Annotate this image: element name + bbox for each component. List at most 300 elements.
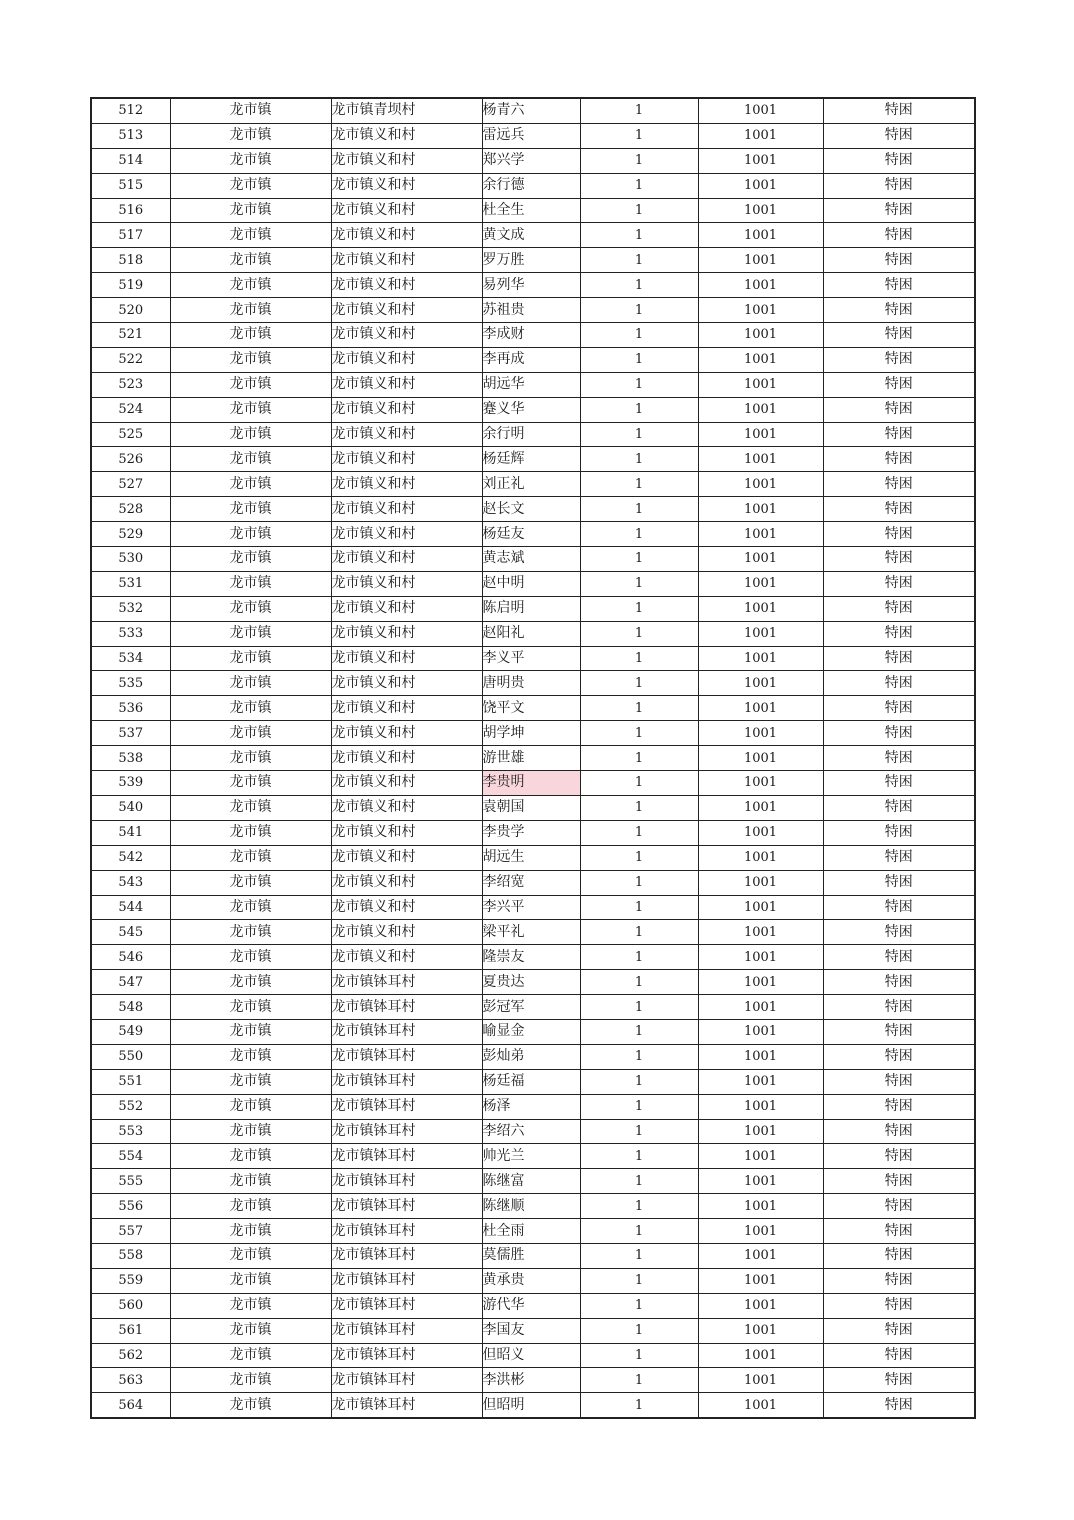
town-cell: 龙市镇 [170,845,331,870]
count-cell: 1 [580,721,698,746]
village-cell: 龙市镇钵耳村 [331,970,482,995]
village-cell: 龙市镇义和村 [331,696,482,721]
amount-cell: 1001 [698,1343,823,1368]
type-cell: 特困 [823,795,975,820]
row-number-cell: 540 [91,795,170,820]
table-row [91,596,975,621]
type-cell: 特困 [823,497,975,522]
village-cell: 龙市镇钵耳村 [331,1144,482,1169]
amount-cell: 1001 [698,148,823,173]
count-cell: 1 [580,522,698,547]
amount-cell: 1001 [698,522,823,547]
table-row [91,522,975,547]
type-cell: 特困 [823,596,975,621]
village-cell: 龙市镇义和村 [331,746,482,771]
village-cell: 龙市镇钵耳村 [331,1069,482,1094]
name-cell: 游代华 [482,1293,580,1318]
name-cell: 李国友 [482,1318,580,1343]
town-cell: 龙市镇 [170,621,331,646]
town-cell: 龙市镇 [170,1194,331,1219]
table-row [91,422,975,447]
amount-cell: 1001 [698,273,823,298]
amount-cell: 1001 [698,1119,823,1144]
village-cell: 龙市镇钵耳村 [331,1318,482,1343]
village-cell: 龙市镇义和村 [331,920,482,945]
amount-cell: 1001 [698,895,823,920]
type-cell: 特困 [823,1393,975,1418]
row-number-cell: 551 [91,1069,170,1094]
amount-cell: 1001 [698,820,823,845]
count-cell: 1 [580,497,698,522]
type-cell: 特困 [823,1119,975,1144]
village-cell: 龙市镇义和村 [331,123,482,148]
town-cell: 龙市镇 [170,198,331,223]
amount-cell: 1001 [698,845,823,870]
village-cell: 龙市镇义和村 [331,447,482,472]
amount-cell: 1001 [698,795,823,820]
village-cell: 龙市镇义和村 [331,372,482,397]
village-cell: 龙市镇义和村 [331,845,482,870]
count-cell: 1 [580,547,698,572]
type-cell: 特困 [823,746,975,771]
type-cell: 特困 [823,820,975,845]
town-cell: 龙市镇 [170,696,331,721]
name-cell: 袁朝国 [482,795,580,820]
amount-cell: 1001 [698,621,823,646]
count-cell: 1 [580,1144,698,1169]
village-cell: 龙市镇义和村 [331,173,482,198]
type-cell: 特困 [823,148,975,173]
amount-cell: 1001 [698,497,823,522]
type-cell: 特困 [823,870,975,895]
count-cell: 1 [580,746,698,771]
table-row [91,1069,975,1094]
type-cell: 特困 [823,1094,975,1119]
name-cell: 余行德 [482,173,580,198]
town-cell: 龙市镇 [170,970,331,995]
amount-cell: 1001 [698,198,823,223]
table-row [91,547,975,572]
amount-cell: 1001 [698,1169,823,1194]
table-row [91,1144,975,1169]
type-cell: 特困 [823,422,975,447]
table-row [91,845,975,870]
row-number-cell: 527 [91,472,170,497]
amount-cell: 1001 [698,696,823,721]
town-cell: 龙市镇 [170,298,331,323]
table-row [91,298,975,323]
row-number-cell: 538 [91,746,170,771]
table-row [91,1219,975,1244]
type-cell: 特困 [823,1243,975,1268]
village-cell: 龙市镇钵耳村 [331,1343,482,1368]
row-number-cell: 546 [91,945,170,970]
table-row [91,1044,975,1069]
name-cell: 杨廷友 [482,522,580,547]
name-cell: 彭灿弟 [482,1044,580,1069]
type-cell: 特困 [823,845,975,870]
town-cell: 龙市镇 [170,1144,331,1169]
town-cell: 龙市镇 [170,920,331,945]
row-number-cell: 549 [91,1019,170,1044]
village-cell: 龙市镇钵耳村 [331,1119,482,1144]
type-cell: 特困 [823,1268,975,1293]
table-row [91,323,975,348]
village-cell: 龙市镇义和村 [331,596,482,621]
town-cell: 龙市镇 [170,721,331,746]
count-cell: 1 [580,646,698,671]
count-cell: 1 [580,372,698,397]
row-number-cell: 533 [91,621,170,646]
name-cell: 李贵学 [482,820,580,845]
type-cell: 特困 [823,1169,975,1194]
village-cell: 龙市镇钵耳村 [331,1094,482,1119]
name-cell: 陈启明 [482,596,580,621]
count-cell: 1 [580,123,698,148]
type-cell: 特困 [823,522,975,547]
row-number-cell: 514 [91,148,170,173]
amount-cell: 1001 [698,347,823,372]
count-cell: 1 [580,820,698,845]
village-cell: 龙市镇义和村 [331,273,482,298]
row-number-cell: 564 [91,1393,170,1418]
town-cell: 龙市镇 [170,1368,331,1393]
village-cell: 龙市镇义和村 [331,571,482,596]
table-row [91,148,975,173]
amount-cell: 1001 [698,123,823,148]
row-number-cell: 515 [91,173,170,198]
table-row [91,746,975,771]
row-number-cell: 545 [91,920,170,945]
village-cell: 龙市镇义和村 [331,323,482,348]
table-row [91,248,975,273]
amount-cell: 1001 [698,1243,823,1268]
town-cell: 龙市镇 [170,771,331,796]
amount-cell: 1001 [698,248,823,273]
name-cell: 刘正礼 [482,472,580,497]
records-table [90,97,976,1419]
village-cell: 龙市镇钵耳村 [331,1393,482,1418]
name-cell: 李绍六 [482,1119,580,1144]
name-cell: 黄承贵 [482,1268,580,1293]
table-row [91,795,975,820]
count-cell: 1 [580,895,698,920]
row-number-cell: 553 [91,1119,170,1144]
row-number-cell: 529 [91,522,170,547]
name-cell: 李义平 [482,646,580,671]
row-number-cell: 562 [91,1343,170,1368]
type-cell: 特困 [823,198,975,223]
row-number-cell: 524 [91,397,170,422]
town-cell: 龙市镇 [170,1069,331,1094]
table-row [91,372,975,397]
row-number-cell: 558 [91,1243,170,1268]
village-cell: 龙市镇义和村 [331,547,482,572]
records-table-body [91,98,975,1418]
table-row [91,870,975,895]
row-number-cell: 542 [91,845,170,870]
row-number-cell: 541 [91,820,170,845]
amount-cell: 1001 [698,1268,823,1293]
name-cell: 苏祖贵 [482,298,580,323]
row-number-cell: 559 [91,1268,170,1293]
name-cell: 杨泽 [482,1094,580,1119]
table-row [91,621,975,646]
village-cell: 龙市镇钵耳村 [331,1044,482,1069]
count-cell: 1 [580,596,698,621]
count-cell: 1 [580,1219,698,1244]
table-row [91,1318,975,1343]
type-cell: 特困 [823,696,975,721]
count-cell: 1 [580,1243,698,1268]
type-cell: 特困 [823,1293,975,1318]
count-cell: 1 [580,1169,698,1194]
table-row [91,696,975,721]
row-number-cell: 518 [91,248,170,273]
row-number-cell: 535 [91,671,170,696]
town-cell: 龙市镇 [170,497,331,522]
village-cell: 龙市镇义和村 [331,298,482,323]
amount-cell: 1001 [698,223,823,248]
name-cell: 饶平文 [482,696,580,721]
count-cell: 1 [580,148,698,173]
village-cell: 龙市镇义和村 [331,223,482,248]
amount-cell: 1001 [698,1393,823,1418]
count-cell: 1 [580,273,698,298]
town-cell: 龙市镇 [170,995,331,1020]
row-number-cell: 557 [91,1219,170,1244]
table-row [91,671,975,696]
name-cell: 但昭明 [482,1393,580,1418]
count-cell: 1 [580,1069,698,1094]
table-row [91,397,975,422]
amount-cell: 1001 [698,771,823,796]
town-cell: 龙市镇 [170,571,331,596]
name-cell: 易列华 [482,273,580,298]
village-cell: 龙市镇义和村 [331,895,482,920]
type-cell: 特困 [823,1318,975,1343]
type-cell: 特困 [823,472,975,497]
village-cell: 龙市镇钵耳村 [331,1169,482,1194]
count-cell: 1 [580,447,698,472]
table-row [91,920,975,945]
name-cell: 但昭义 [482,1343,580,1368]
amount-cell: 1001 [698,447,823,472]
amount-cell: 1001 [698,1368,823,1393]
amount-cell: 1001 [698,596,823,621]
village-cell: 龙市镇义和村 [331,795,482,820]
town-cell: 龙市镇 [170,596,331,621]
amount-cell: 1001 [698,721,823,746]
type-cell: 特困 [823,646,975,671]
name-cell: 李洪彬 [482,1368,580,1393]
table-row [91,945,975,970]
name-cell: 赵中明 [482,571,580,596]
village-cell: 龙市镇义和村 [331,945,482,970]
name-cell: 彭冠军 [482,995,580,1020]
row-number-cell: 530 [91,547,170,572]
amount-cell: 1001 [698,323,823,348]
type-cell: 特困 [823,1368,975,1393]
name-cell: 李兴平 [482,895,580,920]
row-number-cell: 555 [91,1169,170,1194]
village-cell: 龙市镇义和村 [331,422,482,447]
count-cell: 1 [580,198,698,223]
village-cell: 龙市镇义和村 [331,671,482,696]
type-cell: 特困 [823,1069,975,1094]
town-cell: 龙市镇 [170,870,331,895]
village-cell: 龙市镇义和村 [331,248,482,273]
amount-cell: 1001 [698,298,823,323]
row-number-cell: 543 [91,870,170,895]
count-cell: 1 [580,1044,698,1069]
name-cell: 胡远生 [482,845,580,870]
amount-cell: 1001 [698,995,823,1020]
name-cell: 罗万胜 [482,248,580,273]
table-row [91,771,975,796]
town-cell: 龙市镇 [170,1119,331,1144]
village-cell: 龙市镇钵耳村 [331,1293,482,1318]
row-number-cell: 516 [91,198,170,223]
count-cell: 1 [580,995,698,1020]
amount-cell: 1001 [698,870,823,895]
table-row [91,1343,975,1368]
town-cell: 龙市镇 [170,795,331,820]
count-cell: 1 [580,920,698,945]
table-row [91,820,975,845]
name-cell: 赵长文 [482,497,580,522]
type-cell: 特困 [823,671,975,696]
name-cell: 杨廷福 [482,1069,580,1094]
village-cell: 龙市镇义和村 [331,771,482,796]
type-cell: 特困 [823,347,975,372]
type-cell: 特困 [823,98,975,123]
count-cell: 1 [580,1368,698,1393]
amount-cell: 1001 [698,372,823,397]
count-cell: 1 [580,621,698,646]
table-row [91,970,975,995]
count-cell: 1 [580,1343,698,1368]
village-cell: 龙市镇义和村 [331,472,482,497]
amount-cell: 1001 [698,1019,823,1044]
name-cell: 隆崇友 [482,945,580,970]
town-cell: 龙市镇 [170,522,331,547]
amount-cell: 1001 [698,547,823,572]
type-cell: 特困 [823,273,975,298]
type-cell: 特困 [823,1144,975,1169]
name-cell: 赵阳礼 [482,621,580,646]
town-cell: 龙市镇 [170,1219,331,1244]
amount-cell: 1001 [698,98,823,123]
type-cell: 特困 [823,248,975,273]
type-cell: 特困 [823,123,975,148]
count-cell: 1 [580,771,698,796]
row-number-cell: 517 [91,223,170,248]
row-number-cell: 531 [91,571,170,596]
row-number-cell: 528 [91,497,170,522]
table-row [91,1368,975,1393]
town-cell: 龙市镇 [170,1343,331,1368]
amount-cell: 1001 [698,397,823,422]
row-number-cell: 563 [91,1368,170,1393]
town-cell: 龙市镇 [170,746,331,771]
town-cell: 龙市镇 [170,372,331,397]
type-cell: 特困 [823,970,975,995]
village-cell: 龙市镇义和村 [331,497,482,522]
count-cell: 1 [580,671,698,696]
town-cell: 龙市镇 [170,671,331,696]
amount-cell: 1001 [698,1044,823,1069]
type-cell: 特困 [823,995,975,1020]
village-cell: 龙市镇义和村 [331,870,482,895]
amount-cell: 1001 [698,1318,823,1343]
village-cell: 龙市镇义和村 [331,148,482,173]
count-cell: 1 [580,1094,698,1119]
row-number-cell: 534 [91,646,170,671]
row-number-cell: 523 [91,372,170,397]
table-row [91,995,975,1020]
village-cell: 龙市镇义和村 [331,646,482,671]
table-row [91,173,975,198]
table-row [91,198,975,223]
name-cell: 郑兴学 [482,148,580,173]
type-cell: 特困 [823,223,975,248]
count-cell: 1 [580,173,698,198]
count-cell: 1 [580,795,698,820]
count-cell: 1 [580,945,698,970]
village-cell: 龙市镇青坝村 [331,98,482,123]
row-number-cell: 561 [91,1318,170,1343]
table-row [91,472,975,497]
name-cell: 杜全生 [482,198,580,223]
name-cell: 胡远华 [482,372,580,397]
name-cell: 李再成 [482,347,580,372]
amount-cell: 1001 [698,671,823,696]
type-cell: 特困 [823,397,975,422]
table-row [91,1169,975,1194]
town-cell: 龙市镇 [170,323,331,348]
count-cell: 1 [580,845,698,870]
type-cell: 特困 [823,1343,975,1368]
amount-cell: 1001 [698,746,823,771]
name-cell: 喻显金 [482,1019,580,1044]
village-cell: 龙市镇义和村 [331,621,482,646]
type-cell: 特困 [823,1194,975,1219]
name-cell: 帅光兰 [482,1144,580,1169]
count-cell: 1 [580,323,698,348]
name-cell: 陈继富 [482,1169,580,1194]
count-cell: 1 [580,422,698,447]
row-number-cell: 521 [91,323,170,348]
town-cell: 龙市镇 [170,646,331,671]
village-cell: 龙市镇义和村 [331,198,482,223]
count-cell: 1 [580,1393,698,1418]
town-cell: 龙市镇 [170,447,331,472]
name-cell: 余行明 [482,422,580,447]
row-number-cell: 556 [91,1194,170,1219]
table-row [91,1243,975,1268]
row-number-cell: 550 [91,1044,170,1069]
amount-cell: 1001 [698,1094,823,1119]
name-cell: 梁平礼 [482,920,580,945]
row-number-cell: 526 [91,447,170,472]
table-row [91,123,975,148]
type-cell: 特困 [823,1044,975,1069]
row-number-cell: 552 [91,1094,170,1119]
table-row [91,1019,975,1044]
town-cell: 龙市镇 [170,98,331,123]
name-cell: 游世雄 [482,746,580,771]
